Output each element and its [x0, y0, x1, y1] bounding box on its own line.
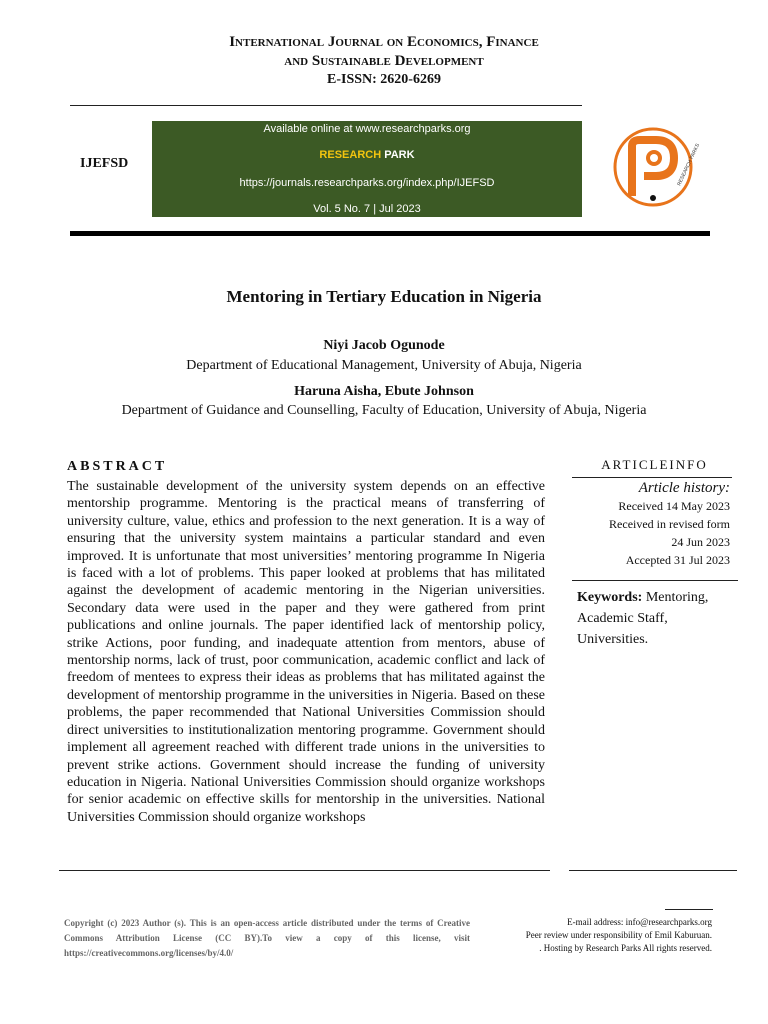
abstract-text: The sustainable development of the university system depends on an effective mentorship programme. Mentoring is the practical means of transferring of university culture, value, ethics and profession to the next generation. It is a way of ensuring that the university system maintains a particular standard and even improved. It is unfortunate that most universities’ mentoring programme In Nigeria is faced with a lot of problems. This paper looked at problems that has militated against the development of academic mentoring in the Nigerian universities. Secondary data were used in the paper and they were gathered from print publications and online journals. The paper identified lack of mentorship policy, strike Actions, poor funding, and inadequate attention from mentors, abuse of mentorship norms, lack of trust, poor communication, academic conflict and lack of freedom of mentees to express their ideas as problems that has militated against the development of mentorship programme in the universities in Nigeria. Based on these problems, the paper recommended that National Universities Commission should direct universities to institutionalization mentoring programme. Government should implement all agreement reached with different trade unions in the universities to prevent strike actions. Government should increase the funding of university education in Nigeria. National Universities Commission should organize workshops for senior academic on effective skills for mentorship in the universities. National Universities Commission should organize workshops — [67, 479, 545, 825]
footnote-rule — [665, 909, 713, 910]
keywords-rule — [572, 580, 738, 581]
available-online: Available online at www.researchparks.org — [263, 123, 471, 135]
abstract-bottom-rule — [59, 870, 550, 871]
logo-text: RESEARCH PARKS — [676, 142, 702, 187]
author-1: Niyi Jacob Ogunode — [323, 338, 445, 353]
journal-title-line2: and Sustainable Development — [284, 53, 484, 69]
article-info-rule — [572, 477, 732, 478]
keywords — [577, 587, 739, 650]
park-word: PARK — [381, 149, 415, 161]
research-word: RESEARCH — [319, 149, 382, 161]
affiliation-2: Department of Guidance and Counselling, Faculty of Education, University of Abuja, Nigeria — [121, 403, 647, 418]
journal-url[interactable]: https://journals.researchparks.org/index.php/IJEFSD — [239, 177, 495, 189]
volume-info: Vol. 5 No. 7 | Jul 2023 — [313, 203, 421, 215]
affiliation-1: Department of Educational Management, University of Abuja, Nigeria — [186, 358, 582, 373]
received-date: Received 14 May 2023 — [618, 499, 730, 513]
journal-title — [0, 33, 768, 71]
email-address: E-mail address: info@researchparks.org — [567, 917, 712, 927]
abstract-heading: ABSTRACT — [67, 459, 168, 474]
article-info-heading: ARTICLEINFO — [601, 457, 708, 472]
revised-date: 24 Jun 2023 — [671, 535, 730, 549]
hosting-note: . Hosting by Research Parks All rights reserved. — [539, 943, 712, 953]
article-info-bottom-rule — [569, 870, 737, 871]
article-history — [572, 479, 730, 569]
journal-title-line1: International Journal on Economics, Finance — [229, 34, 539, 50]
keywords-list: Mentoring, Academic Staff, Universities. — [577, 590, 709, 647]
research-park-label — [152, 149, 582, 161]
journal-abbreviation: IJEFSD — [80, 156, 129, 171]
peer-review: Peer review under responsibility of Emil Kaburuan. — [525, 930, 712, 940]
research-parks-logo — [612, 126, 702, 208]
article-title: Mentoring in Tertiary Education in Nigeria — [226, 287, 542, 306]
contact-info — [494, 916, 712, 955]
keywords-label: Keywords: — [577, 590, 643, 605]
issn: E-ISSN: 2620-6269 — [327, 72, 441, 87]
accepted-date: Accepted 31 Jul 2023 — [625, 553, 730, 567]
journal-banner — [152, 121, 582, 217]
header-thick-rule — [70, 231, 710, 236]
header-divider — [70, 105, 582, 106]
history-label: Article history: — [638, 480, 730, 496]
revised-label: Received in revised form — [609, 517, 730, 531]
copyright-notice: Copyright (c) 2023 Author (s). This is an open-access article distributed under the terms of Creative Commons Attribution License (CC BY).To view a copy of this license, visit https://creativecommons.org/licenses/by/4.0/ — [64, 918, 470, 958]
author-2: Haruna Aisha, Ebute Johnson — [294, 384, 474, 399]
